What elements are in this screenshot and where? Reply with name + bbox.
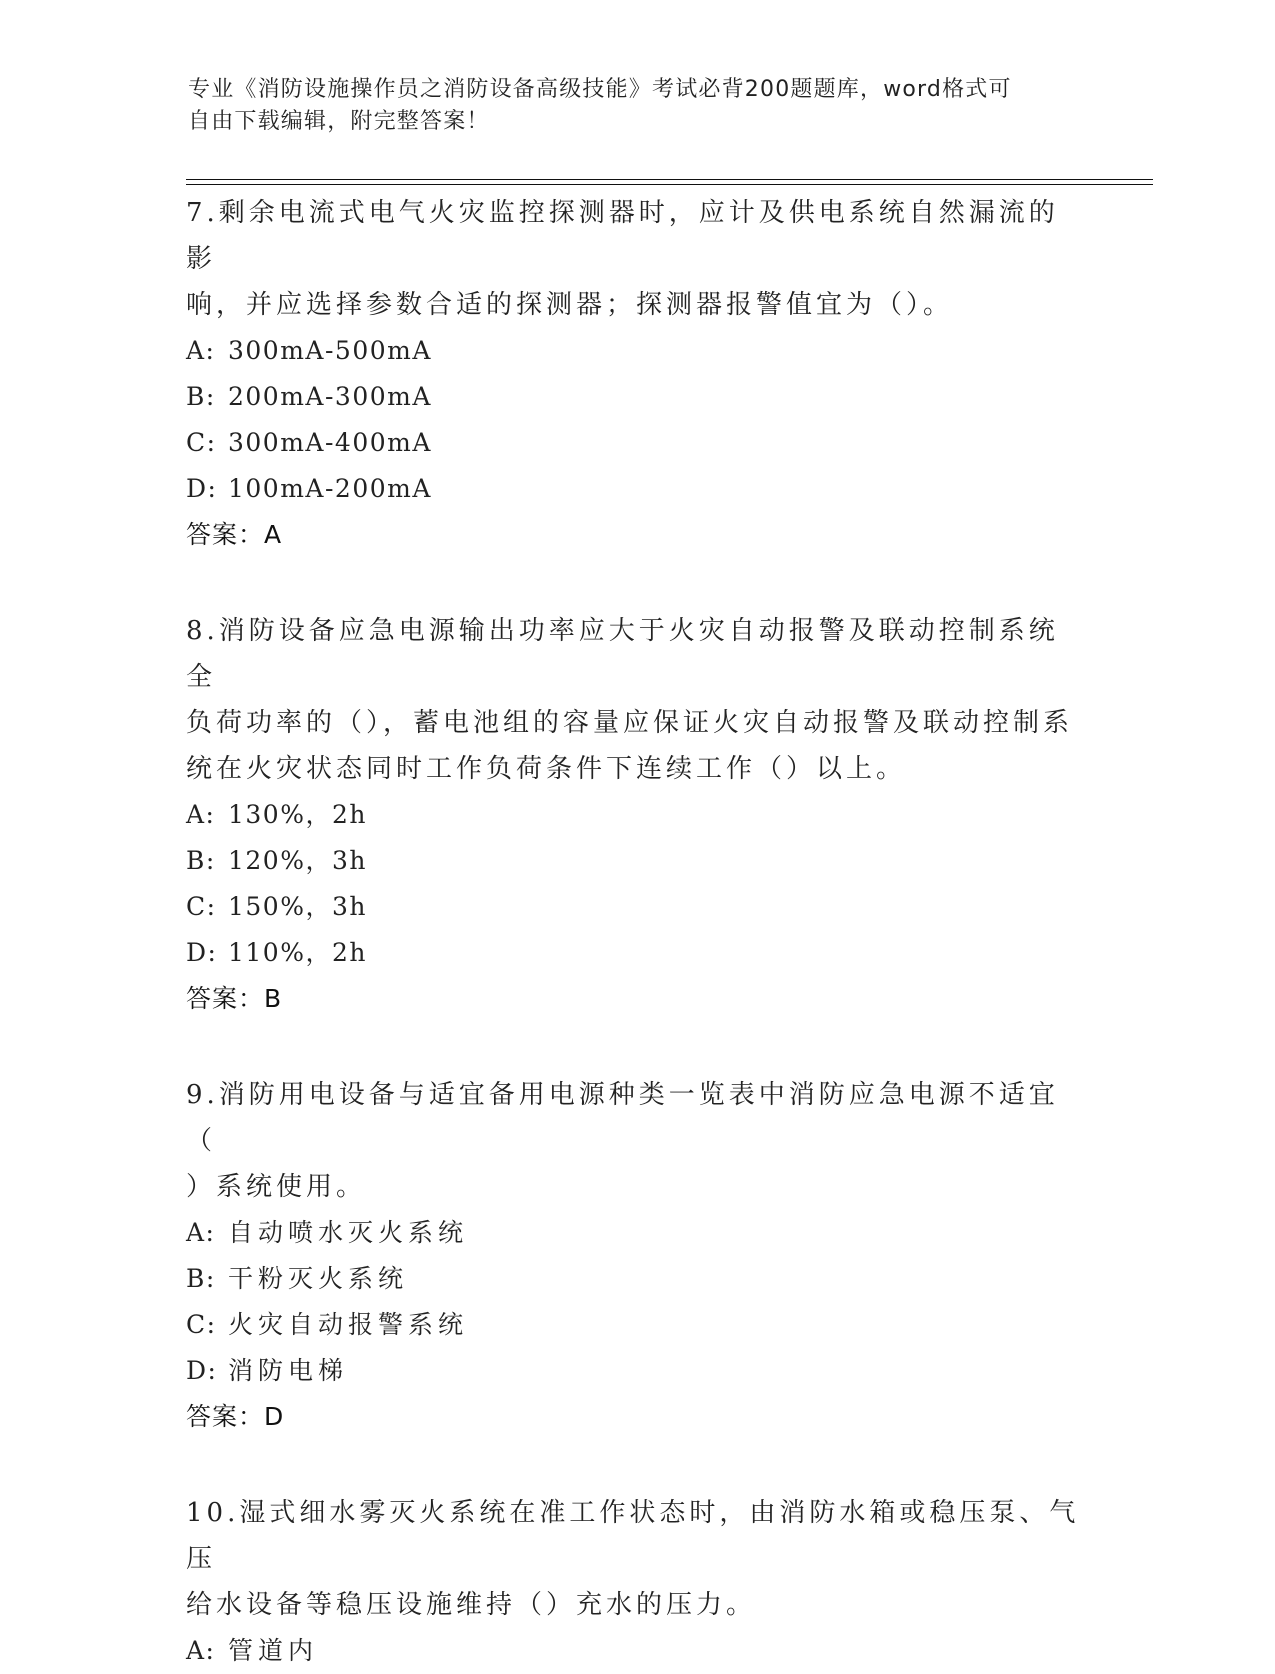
question-list (186, 190, 1086, 1674)
header-line-2: 自由下载编辑，附完整答案！ (188, 109, 490, 134)
option-letter: D: (186, 474, 218, 503)
option-value: 110%，2h (228, 938, 367, 967)
question-item (186, 1490, 1086, 1674)
option-a (186, 328, 1086, 374)
question-text-line: 给水设备等稳压设施维持（）充水的压力。 (186, 1590, 757, 1620)
option-value: 300mA-500mA (228, 336, 432, 365)
question-item (186, 608, 1086, 1022)
question-text (186, 1490, 1086, 1628)
option-letter: D: (186, 938, 218, 967)
question-text (186, 608, 1086, 792)
option-letter: B: (186, 846, 216, 875)
option-value: 120%，3h (228, 846, 367, 875)
option-value: 130%，2h (228, 800, 367, 829)
question-spacer (186, 1022, 1086, 1072)
option-value: 干粉灭火系统 (228, 1264, 409, 1293)
answer-line: 答案：D (186, 1402, 285, 1431)
option-a (186, 1628, 1086, 1674)
option-d (186, 466, 1086, 512)
document-header (188, 74, 1068, 138)
question-text-line: 10.湿式细水雾灭火系统在准工作状态时，由消防水箱或稳压泵、气压 (186, 1498, 1080, 1574)
header-line-1: 专业《消防设施操作员之消防设备高级技能》考试必背200题题库，word格式可 (188, 77, 1012, 102)
option-value: 消防电梯 (228, 1356, 349, 1385)
option-value: 100mA-200mA (228, 474, 432, 503)
option-a (186, 1210, 1086, 1256)
question-text-line: 7.剩余电流式电气火灾监控探测器时，应计及供电系统自然漏流的影 (186, 198, 1059, 274)
question-spacer (186, 1440, 1086, 1490)
question-text-line: ）系统使用。 (186, 1172, 367, 1202)
option-value: 自动喷水灭火系统 (228, 1218, 469, 1247)
option-letter: A: (186, 800, 216, 829)
option-letter: A: (186, 336, 216, 365)
answer-line: 答案：A (186, 520, 283, 549)
question-text-line: 9.消防用电设备与适宜备用电源种类一览表中消防应急电源不适宜（ (186, 1080, 1059, 1156)
question-text-line: 8.消防设备应急电源输出功率应大于火灾自动报警及联动控制系统全 (186, 616, 1059, 692)
option-c (186, 420, 1086, 466)
option-value: 200mA-300mA (228, 382, 432, 411)
option-letter: C: (186, 892, 217, 921)
option-letter: C: (186, 428, 217, 457)
option-d (186, 1348, 1086, 1394)
question-item (186, 1072, 1086, 1440)
option-letter: A: (186, 1218, 216, 1247)
option-c (186, 1302, 1086, 1348)
option-letter: B: (186, 1264, 216, 1293)
question-item (186, 190, 1086, 558)
header-divider-top (186, 179, 1153, 180)
option-b (186, 374, 1086, 420)
answer-line: 答案：B (186, 984, 283, 1013)
question-text-line: 负荷功率的（），蓄电池组的容量应保证火灾自动报警及联动控制系 (186, 708, 1074, 738)
option-value: 300mA-400mA (228, 428, 432, 457)
option-a (186, 792, 1086, 838)
option-d (186, 930, 1086, 976)
option-letter: B: (186, 382, 216, 411)
option-b (186, 1256, 1086, 1302)
option-letter: D: (186, 1356, 218, 1385)
option-letter: A: (186, 1636, 216, 1665)
option-value: 管道内 (228, 1636, 319, 1665)
question-text-line: 统在火灾状态同时工作负荷条件下连续工作（）以上。 (186, 754, 907, 784)
option-c (186, 884, 1086, 930)
header-divider-bottom (186, 184, 1153, 185)
option-value: 150%，3h (228, 892, 367, 921)
question-text (186, 190, 1086, 328)
question-spacer (186, 558, 1086, 608)
option-letter: C: (186, 1310, 217, 1339)
question-text (186, 1072, 1086, 1210)
option-b (186, 838, 1086, 884)
question-text-line: 响，并应选择参数合适的探测器；探测器报警值宜为（）。 (186, 290, 954, 320)
option-value: 火灾自动报警系统 (228, 1310, 469, 1339)
